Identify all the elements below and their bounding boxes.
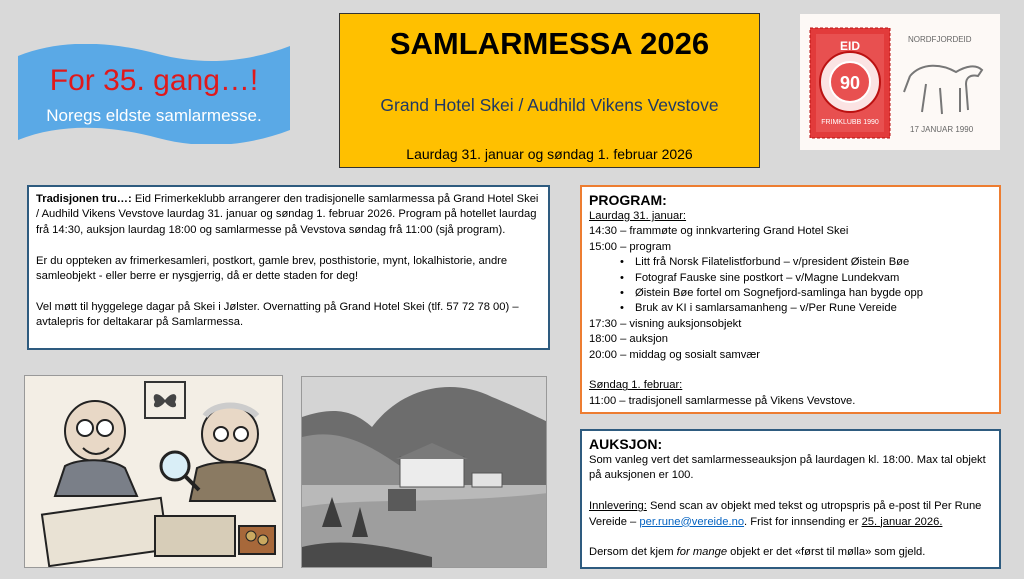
tradition-text-1: Eid Frimerkeklubb arrangerer den tradisjonelle samlarmessa på Grand Hotel Skei / Audhild Vikens Vevstove laurdag 31. januar og søndag 1. februar 2026. Program på hotellet laurdag frå 14:30, auksjon laurdag 18:00 og samlarmesse på Vevstova søndag frå 11:00 (sjå program). (36, 193, 539, 236)
stamp-album (155, 516, 235, 556)
program-item: 14:30 – frammøte og innkvartering Grand Hotel Skei (589, 225, 849, 238)
anniversary-banner (18, 44, 290, 144)
program-item: 20:00 – middag og sosialt samvær (589, 348, 761, 361)
program-spacer (589, 363, 992, 378)
bullet-icon: • (620, 302, 624, 315)
magnifier-icon (161, 452, 189, 480)
bullet-icon: • (620, 271, 624, 284)
program-sub-item: • Fotograf Fauske sine postkort – v/Magne Lundekvam (635, 271, 992, 286)
tradition-box (27, 185, 550, 350)
tradition-paragraph-3: Vel møtt til hyggelege dagar på Skei i Jølster. Overnatting på Grand Hotel Skei (tlf. 57 72 78 00) – avtalepris for deltakarar på Samlarmessa. (36, 300, 519, 329)
collectors-cartoon-image (24, 375, 283, 568)
auction-box (580, 429, 1001, 569)
tradition-paragraph-1 (36, 192, 541, 238)
event-venue: Grand Hotel Skei / Audhild Vikens Vevstove (380, 95, 719, 115)
program-heading: PROGRAM: (589, 192, 667, 208)
banner-title: For 35. gang…! (49, 64, 259, 97)
banner-subtitle: Noregs eldste samlarmesse. (46, 106, 262, 125)
auction-heading: AUKSJON: (589, 436, 663, 452)
bullet-icon: • (620, 256, 624, 269)
program-item: 11:00 – tradisjonell samlarmesse på Vikens Vevstove. (589, 394, 856, 407)
tradition-label: Tradisjonen tru…: (36, 193, 132, 205)
tradition-paragraph-2: Er du oppteken av frimerkesamleri, postkort, gamle brev, posthistorie, mynt, lokalhistorie, andre samleobjekt - eller berre er nysgjerrig, då er dette staden for deg! (36, 254, 508, 283)
stamp-value: 90 (839, 73, 861, 93)
program-item: 17:30 – visning auksjonsobjekt (589, 317, 742, 330)
program-sub-item: • Øistein Bøe fortel om Sognefjord-samlinga han bygde opp (635, 286, 992, 301)
bullet-icon: • (620, 287, 624, 300)
postage-stamp-image (800, 14, 1000, 150)
deadline-date: 25. januar 2026. (861, 515, 943, 528)
program-day-1: Laurdag 31. januar: (589, 210, 687, 222)
coin-box (239, 526, 275, 554)
program-day-2: Søndag 1. februar: (589, 379, 683, 392)
event-header (339, 13, 760, 168)
postmark-bottom: 17 JANUAR 1990 (910, 125, 974, 134)
stamp-name: EID (839, 39, 861, 53)
auction-paragraph-3: Dersom det kjem for mange objekt er det «først til mølla» som gjeld. (589, 546, 926, 559)
email-link[interactable]: per.rune@vereide.no (639, 515, 745, 528)
program-sub-items (589, 255, 992, 317)
auction-paragraph-1: Som vanleg vert det samlarmesseauksjon på laurdagen kl. 18:00. Max tal objekt på auksjonen er 100. (589, 454, 986, 482)
historic-hotel-photo (301, 376, 547, 568)
hotel-building (400, 457, 464, 487)
horse-icon (904, 66, 982, 114)
program-item: 18:00 – auksjon (589, 333, 668, 346)
program-box (580, 185, 1001, 414)
program-sub-item: • Bruk av KI i samlarsamanheng – v/Per Rune Vereide (635, 301, 992, 316)
postmark-top: NORDFJORDEID (908, 35, 972, 44)
event-dates: Laurdag 31. januar og søndag 1. februar 2026 (406, 146, 693, 162)
program-item: 15:00 – program (589, 240, 672, 253)
auction-paragraph-2: Innlevering: Send scan av objekt med tekst og utropspris på e-post til Per Rune Vereide – per.rune@vereide.no. Frist for innsending er 25. januar 2026. (589, 500, 982, 528)
program-sub-item: • Litt frå Norsk Filatelistforbund – v/president Øistein Bøe (635, 255, 992, 270)
stamp-club: FRIMKLUBB 1990 (821, 119, 879, 126)
submission-label: Innlevering: (589, 500, 647, 513)
event-title: SAMLARMESSA 2026 (389, 26, 710, 61)
